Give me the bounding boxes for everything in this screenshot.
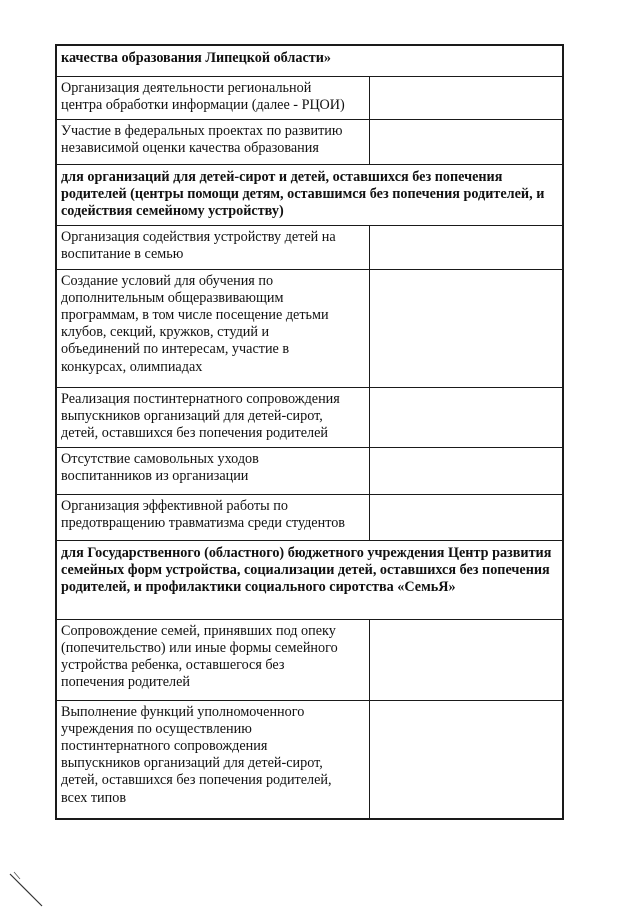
- table-row: [56, 387, 563, 447]
- section-row: [56, 45, 563, 76]
- section-heading: для организаций для детей-сирот и детей, оставшихся без попечения родителей (центры помощи детям, оставшимся без попечения родителей, и содействия семейному устройству): [56, 164, 563, 225]
- criterion-text: Отсутствие самовольных уходов воспитанников из организации: [56, 447, 369, 494]
- table-row: [56, 494, 563, 540]
- table-row: [56, 447, 563, 494]
- value-cell: [369, 494, 563, 540]
- criterion-text: Создание условий для обучения по дополнительным общеразвивающим программам, в том числе посещение детьми клубов, секций, кружков, студий и объединений по интересам, участие в конкурсах, олимпиадах: [56, 269, 369, 387]
- value-cell: [369, 269, 563, 387]
- section-heading: качества образования Липецкой области»: [56, 45, 563, 76]
- criterion-text: Организация содействия устройству детей на воспитание в семью: [56, 225, 369, 269]
- value-cell: [369, 700, 563, 819]
- table-row: [56, 619, 563, 700]
- criterion-text: Организация деятельности региональной центра обработки информации (далее - РЦОИ): [56, 76, 369, 119]
- value-cell: [369, 447, 563, 494]
- scan-artifact-mark: [8, 870, 48, 910]
- criterion-text: Реализация постинтернатного сопровождения выпускников организаций для детей-сирот, детей, оставшихся без попечения родителей: [56, 387, 369, 447]
- criterion-text: Участие в федеральных проектах по развитию независимой оценки качества образования: [56, 119, 369, 164]
- criteria-table: [55, 44, 564, 820]
- criterion-text: Выполнение функций уполномоченного учреждения по осуществлению постинтернатного сопровождения выпускников организаций для детей-сирот, детей, оставшихся без попечения родителей, всех типов: [56, 700, 369, 819]
- value-cell: [369, 619, 563, 700]
- table-row: [56, 700, 563, 819]
- value-cell: [369, 76, 563, 119]
- value-cell: [369, 387, 563, 447]
- table-row: [56, 269, 563, 387]
- table-row: [56, 76, 563, 119]
- table-row: [56, 225, 563, 269]
- value-cell: [369, 119, 563, 164]
- table-row: [56, 119, 563, 164]
- section-row: [56, 540, 563, 619]
- criterion-text: Сопровождение семей, принявших под опеку (попечительство) или иные формы семейного устройства ребенка, оставшегося без попечения родителей: [56, 619, 369, 700]
- section-heading: для Государственного (областного) бюджетного учреждения Центр развития семейных форм устройства, социализации детей, оставшихся без попечения родителей, и профилактики социального сиротства «СемьЯ»: [56, 540, 563, 619]
- value-cell: [369, 225, 563, 269]
- section-row: [56, 164, 563, 225]
- criterion-text: Организация эффективной работы по предотвращению травматизма среди студентов: [56, 494, 369, 540]
